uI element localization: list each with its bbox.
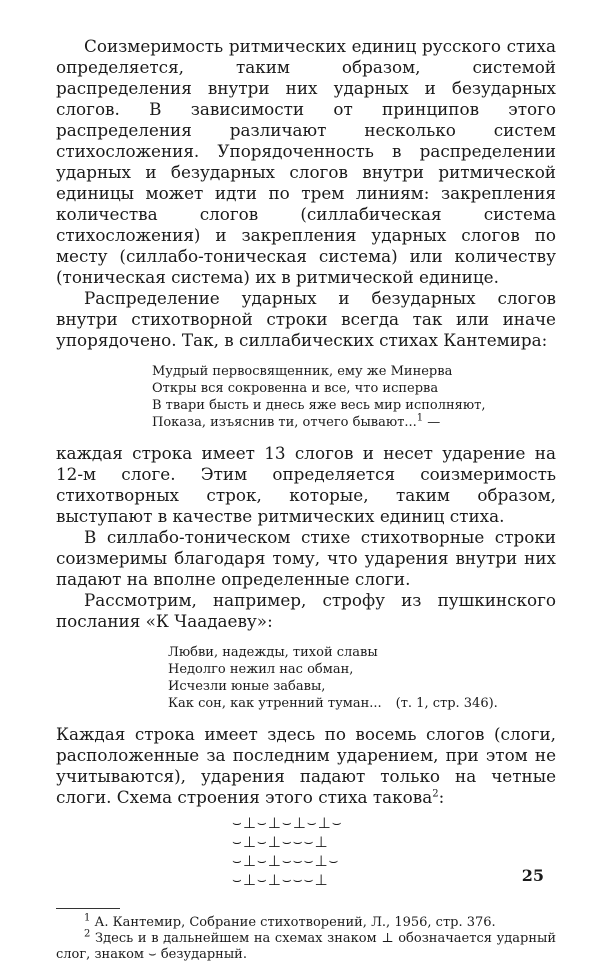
page-number: 25	[521, 866, 544, 885]
paragraph-6-end: :	[438, 787, 445, 807]
verse-source: (т. 1, стр. 346).	[395, 696, 498, 711]
scheme-row: ⌣⊥⌣⊥⌣⊥⌣⊥⌣	[232, 814, 343, 832]
verse-line-text: Как сон, как утренний туман...	[168, 696, 382, 711]
paragraph-3: каждая строка имеет 13 слогов и несет ударение на 12-м слоге. Этим определяется соизмеримость стихотворных строк, которые, таким образом, выступают в качестве ритмических единиц стиха.	[56, 443, 556, 526]
footnote-divider	[56, 908, 120, 909]
footnote-ref-2: 2	[432, 788, 439, 800]
page-body	[56, 36, 556, 963]
verse-line-last	[152, 414, 556, 431]
paragraph-2: Распределение ударных и безударных слогов внутри стихотворной строки всегда так или иначе упорядочено. Так, в силлабических стихах Кантемира:	[56, 288, 556, 350]
verse-line: В твари бысть и днесь яже весь мир исполняют,	[152, 398, 486, 413]
pushkin-verse	[168, 644, 556, 712]
verse-line-last	[168, 695, 556, 712]
verse-line-text: Показа, изъяснив ти, отчего бывают...	[152, 415, 417, 430]
paragraph-4: В силлабо-тоническом стихе стихотворные строки соизмеримы благодаря тому, что ударения внутри них падают на вполне определенные слоги.	[56, 527, 556, 589]
paragraph-1: Соизмеримость ритмических единиц русского стиха определяется, таким образом, системой распределения внутри них ударных и безударных слогов. В зависимости от принципов этого распределения различают несколько систем стихосложения. Упорядоченность в распределении ударных и безударных слогов внутри ритмической единицы может идти по трем линиям: закрепления количества слогов (силлабическая система стихосложения) и закрепления ударных слогов по месту (силлабо-тоническая система) или количеству (тоническая система) их в ритмической единице.	[56, 36, 556, 287]
paragraph-5: Рассмотрим, например, строфу из пушкинского послания «К Чаадаеву»:	[56, 590, 556, 631]
footnote-mark: 2	[84, 928, 91, 940]
footnote-2	[56, 928, 556, 963]
kantemir-verse	[152, 363, 556, 431]
verse-line: Откры вся сокровенна и все, что исперва	[152, 381, 439, 396]
verse-dash: —	[423, 415, 441, 430]
verse-line: Недолго нежил нас обман,	[168, 662, 354, 677]
verse-line: Любви, надежды, тихой славы	[168, 645, 378, 660]
paragraph-6-text: Каждая строка имеет здесь по восемь слогов (слоги, расположенные за последним ударением, при этом не учитываются), ударения падают только на четные слоги. Схема строения этого стиха такова	[56, 724, 556, 807]
paragraph-6	[56, 724, 556, 808]
scheme-row: ⌣⊥⌣⊥⌣⌣⌣⊥⌣	[232, 852, 340, 870]
footnote-text: Здесь и в дальнейшем на схемах знаком ⊥ обозначается ударный слог, знаком ⌣ безударный.	[56, 931, 556, 962]
scheme-row: ⌣⊥⌣⊥⌣⌣⌣⊥	[232, 833, 329, 851]
footnote-text: А. Кантемир, Собрание стихотворений, Л., 1956, стр. 376.	[90, 915, 496, 930]
verse-line: Исчезли юные забавы,	[168, 679, 326, 694]
footnote-mark: 1	[84, 912, 91, 924]
footnote-ref-1: 1	[416, 412, 424, 424]
footnote-1	[56, 912, 556, 931]
meter-scheme	[232, 814, 556, 890]
scheme-row: ⌣⊥⌣⊥⌣⌣⌣⊥	[232, 871, 329, 889]
verse-line: Мудрый первосвященник, ему же Минерва	[152, 364, 453, 379]
